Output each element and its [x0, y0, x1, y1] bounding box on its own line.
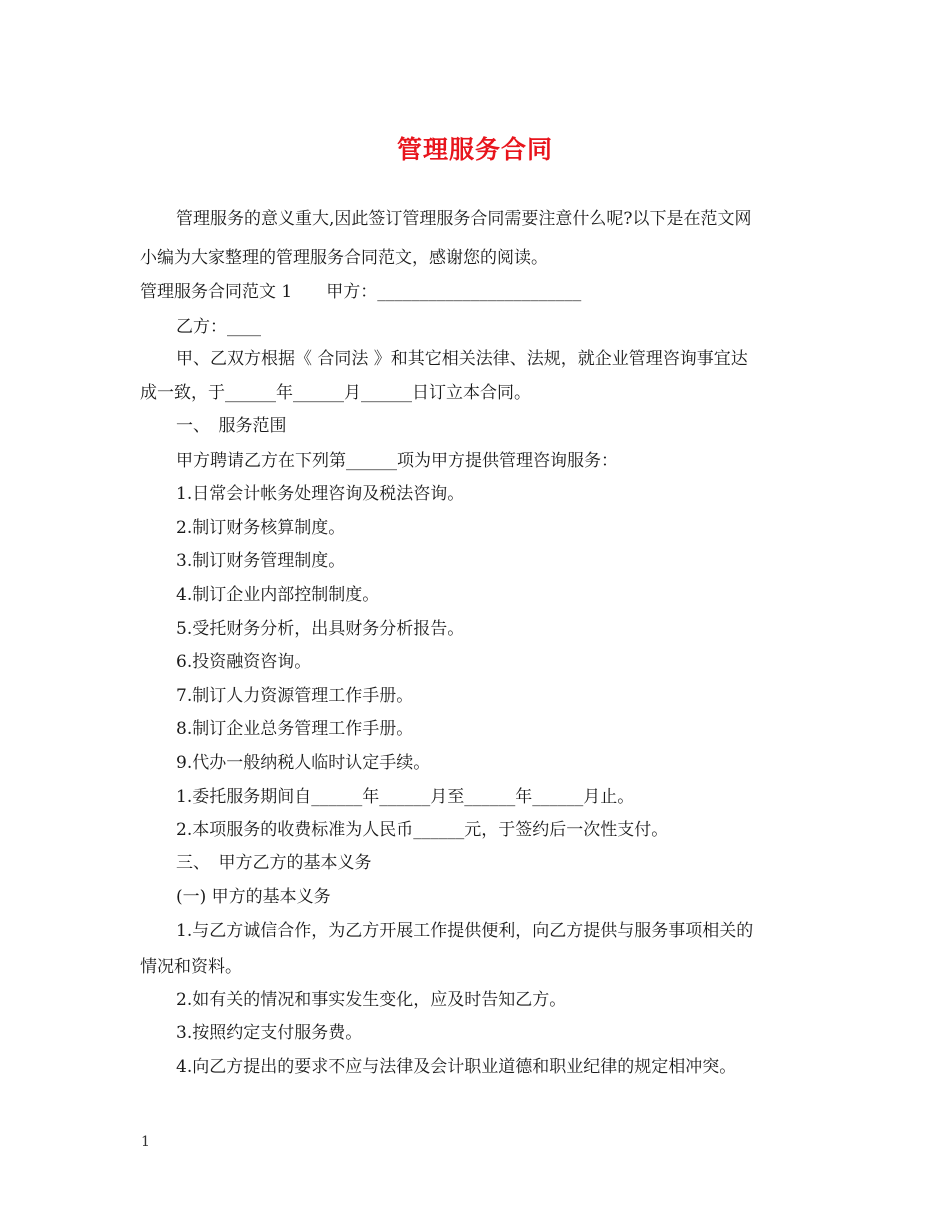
section-heading: 三、 甲方乙方的基本义务 [176, 853, 372, 873]
document-title: 管理服务合同 [396, 135, 553, 164]
subsection-heading: (一) 甲方的基本义务 [176, 887, 331, 907]
paragraph-line: 乙方：____ [176, 317, 261, 337]
list-item: 5.受托财务分析，出具财务分析报告。 [176, 619, 465, 639]
list-item: 2.制订财务核算制度。 [176, 518, 346, 538]
paragraph-line: 甲方聘请乙方在下列第______项为甲方提供管理咨询服务： [176, 451, 618, 471]
paragraph-line: 小编为大家整理的管理服务合同范文，感谢您的阅读。 [140, 248, 548, 268]
paragraph-line: 管理服务的意义重大,因此签订管理服务合同需要注意什么呢?以下是在范文网 [176, 209, 752, 229]
list-item: 8.制订企业总务管理工作手册。 [176, 719, 414, 739]
section-heading: 一、 服务范围 [176, 416, 287, 436]
paragraph-line: 成一致，于______年______月______日订立本合同。 [140, 383, 531, 403]
list-item: 6.投资融资咨询。 [176, 652, 312, 672]
list-item: 7.制订人力资源管理工作手册。 [176, 686, 414, 706]
page-number: 1 [141, 1134, 150, 1150]
list-item: 1.日常会计帐务处理咨询及税法咨询。 [176, 484, 465, 504]
list-item: 1.委托服务期间自______年______月至______年______月止。 [176, 787, 635, 807]
list-item: 2.如有关的情况和事实发生变化，应及时告知乙方。 [176, 990, 567, 1010]
paragraph-line: 甲、乙双方根据《 合同法 》和其它相关法律、法规，就企业管理咨询事宜达 [176, 349, 748, 369]
list-item: 3.按照约定支付服务费。 [176, 1023, 363, 1043]
list-item: 9.代办一般纳税人临时认定手续。 [176, 753, 431, 773]
list-item: 2.本项服务的收费标准为人民币______元，于签约后一次性支付。 [176, 820, 669, 840]
list-item: 4.向乙方提出的要求不应与法律及会计职业道德和职业纪律的规定相冲突。 [176, 1057, 737, 1077]
list-item: 3.制订财务管理制度。 [176, 551, 346, 571]
paragraph-line: 情况和资料。 [140, 957, 242, 977]
list-item: 4.制订企业内部控制制度。 [176, 585, 380, 605]
list-item: 1.与乙方诚信合作，为乙方开展工作提供便利，向乙方提供与服务事项相关的 [176, 921, 754, 941]
paragraph-line: 管理服务合同范文 1 甲方：________________________ [140, 282, 582, 302]
